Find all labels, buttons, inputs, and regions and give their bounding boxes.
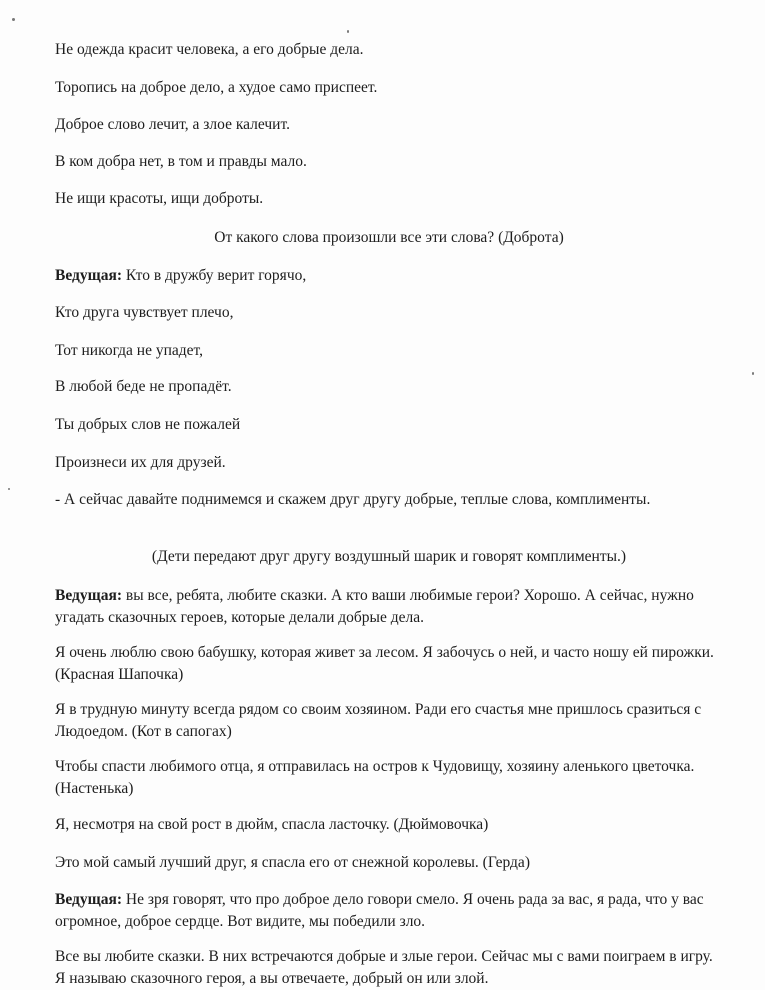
proverb-3: Доброе слово лечит, а злое калечит. (55, 116, 290, 133)
host-poem-line-1 (55, 265, 723, 287)
proverb-1: Не одежда красит человека, а его добрые дела. (55, 41, 364, 58)
proverb-4: В ком добра нет, в том и правды мало. (55, 153, 307, 170)
host-conclusion-text: Не зря говорят, что про доброе дело говори смело. Я очень рада за вас, я рада, что у вас огромное, доброе сердце. Вот видите, мы победили зло. (55, 891, 704, 930)
proverb-2: Торопись на доброе дело, а худое само приспеет. (55, 79, 378, 96)
riddle-3: Чтобы спасти любимого отца, я отправилась на остров к Чудовищу, хозяину аленького цветочка. (Настенька) (55, 758, 695, 797)
poem-line: Кто в дружбу верит горячо, (125, 267, 307, 284)
host-fairy-tales (55, 585, 723, 629)
poem-line-4: В любой беде не пропадёт. (55, 378, 232, 395)
poem-line-2: Кто друга чувствует плечо, (55, 304, 234, 321)
host-conclusion (55, 889, 723, 933)
riddle-4: Я, несмотря на свой рост в дюйм, спасла ласточку. (Дюймовочка) (55, 816, 489, 833)
poem-line-6: Произнеси их для друзей. (55, 454, 226, 471)
riddle-2: Я в трудную минуту всегда рядом со своим хозяином. Ради его счастья мне пришлось сразиться с Людоедом. (Кот в сапогах) (55, 701, 702, 740)
speaker-label: Ведущая: (55, 891, 122, 908)
scan-speck (12, 18, 15, 21)
scan-speck (8, 488, 10, 490)
compliments-call: - А сейчас давайте поднимемся и скажем друг другу добрые, теплые слова, комплименты. (55, 491, 651, 508)
question-line: От какого слова произошли все эти слова? (Доброта) (214, 229, 564, 246)
riddle-1: Я очень люблю свою бабушку, которая живет за лесом. Я забочусь о ней, и часто ношу ей пирожки. (Красная Шапочка) (55, 644, 714, 683)
poem-line-3: Тот никогда не упадет, (55, 342, 204, 359)
scan-speck (347, 30, 349, 33)
proverb-5: Не ищи красоты, ищи доброты. (55, 190, 264, 207)
host-fairy-tales-text: вы все, ребята, любите сказки. А кто ваши любимые герои? Хорошо. А сейчас, нужно угадать сказочных героев, которые делали добрые дела. (55, 587, 694, 626)
speaker-label: Ведущая: (55, 267, 122, 284)
riddle-5: Это мой самый лучший друг, я спасла его от снежной королевы. (Герда) (55, 854, 530, 871)
poem-line-5: Ты добрых слов не пожалей (55, 416, 241, 433)
speaker-label: Ведущая: (55, 587, 122, 604)
stage-direction: (Дети передают друг другу воздушный шарик и говорят комплименты.) (151, 548, 627, 565)
game-intro: Все вы любите сказки. В них встречаются добрые и злые герои. Сейчас мы с вами поиграем в игру. Я называю сказочного героя, а вы отвечаете, добрый он или злой. (55, 948, 713, 987)
scan-speck (752, 372, 754, 375)
